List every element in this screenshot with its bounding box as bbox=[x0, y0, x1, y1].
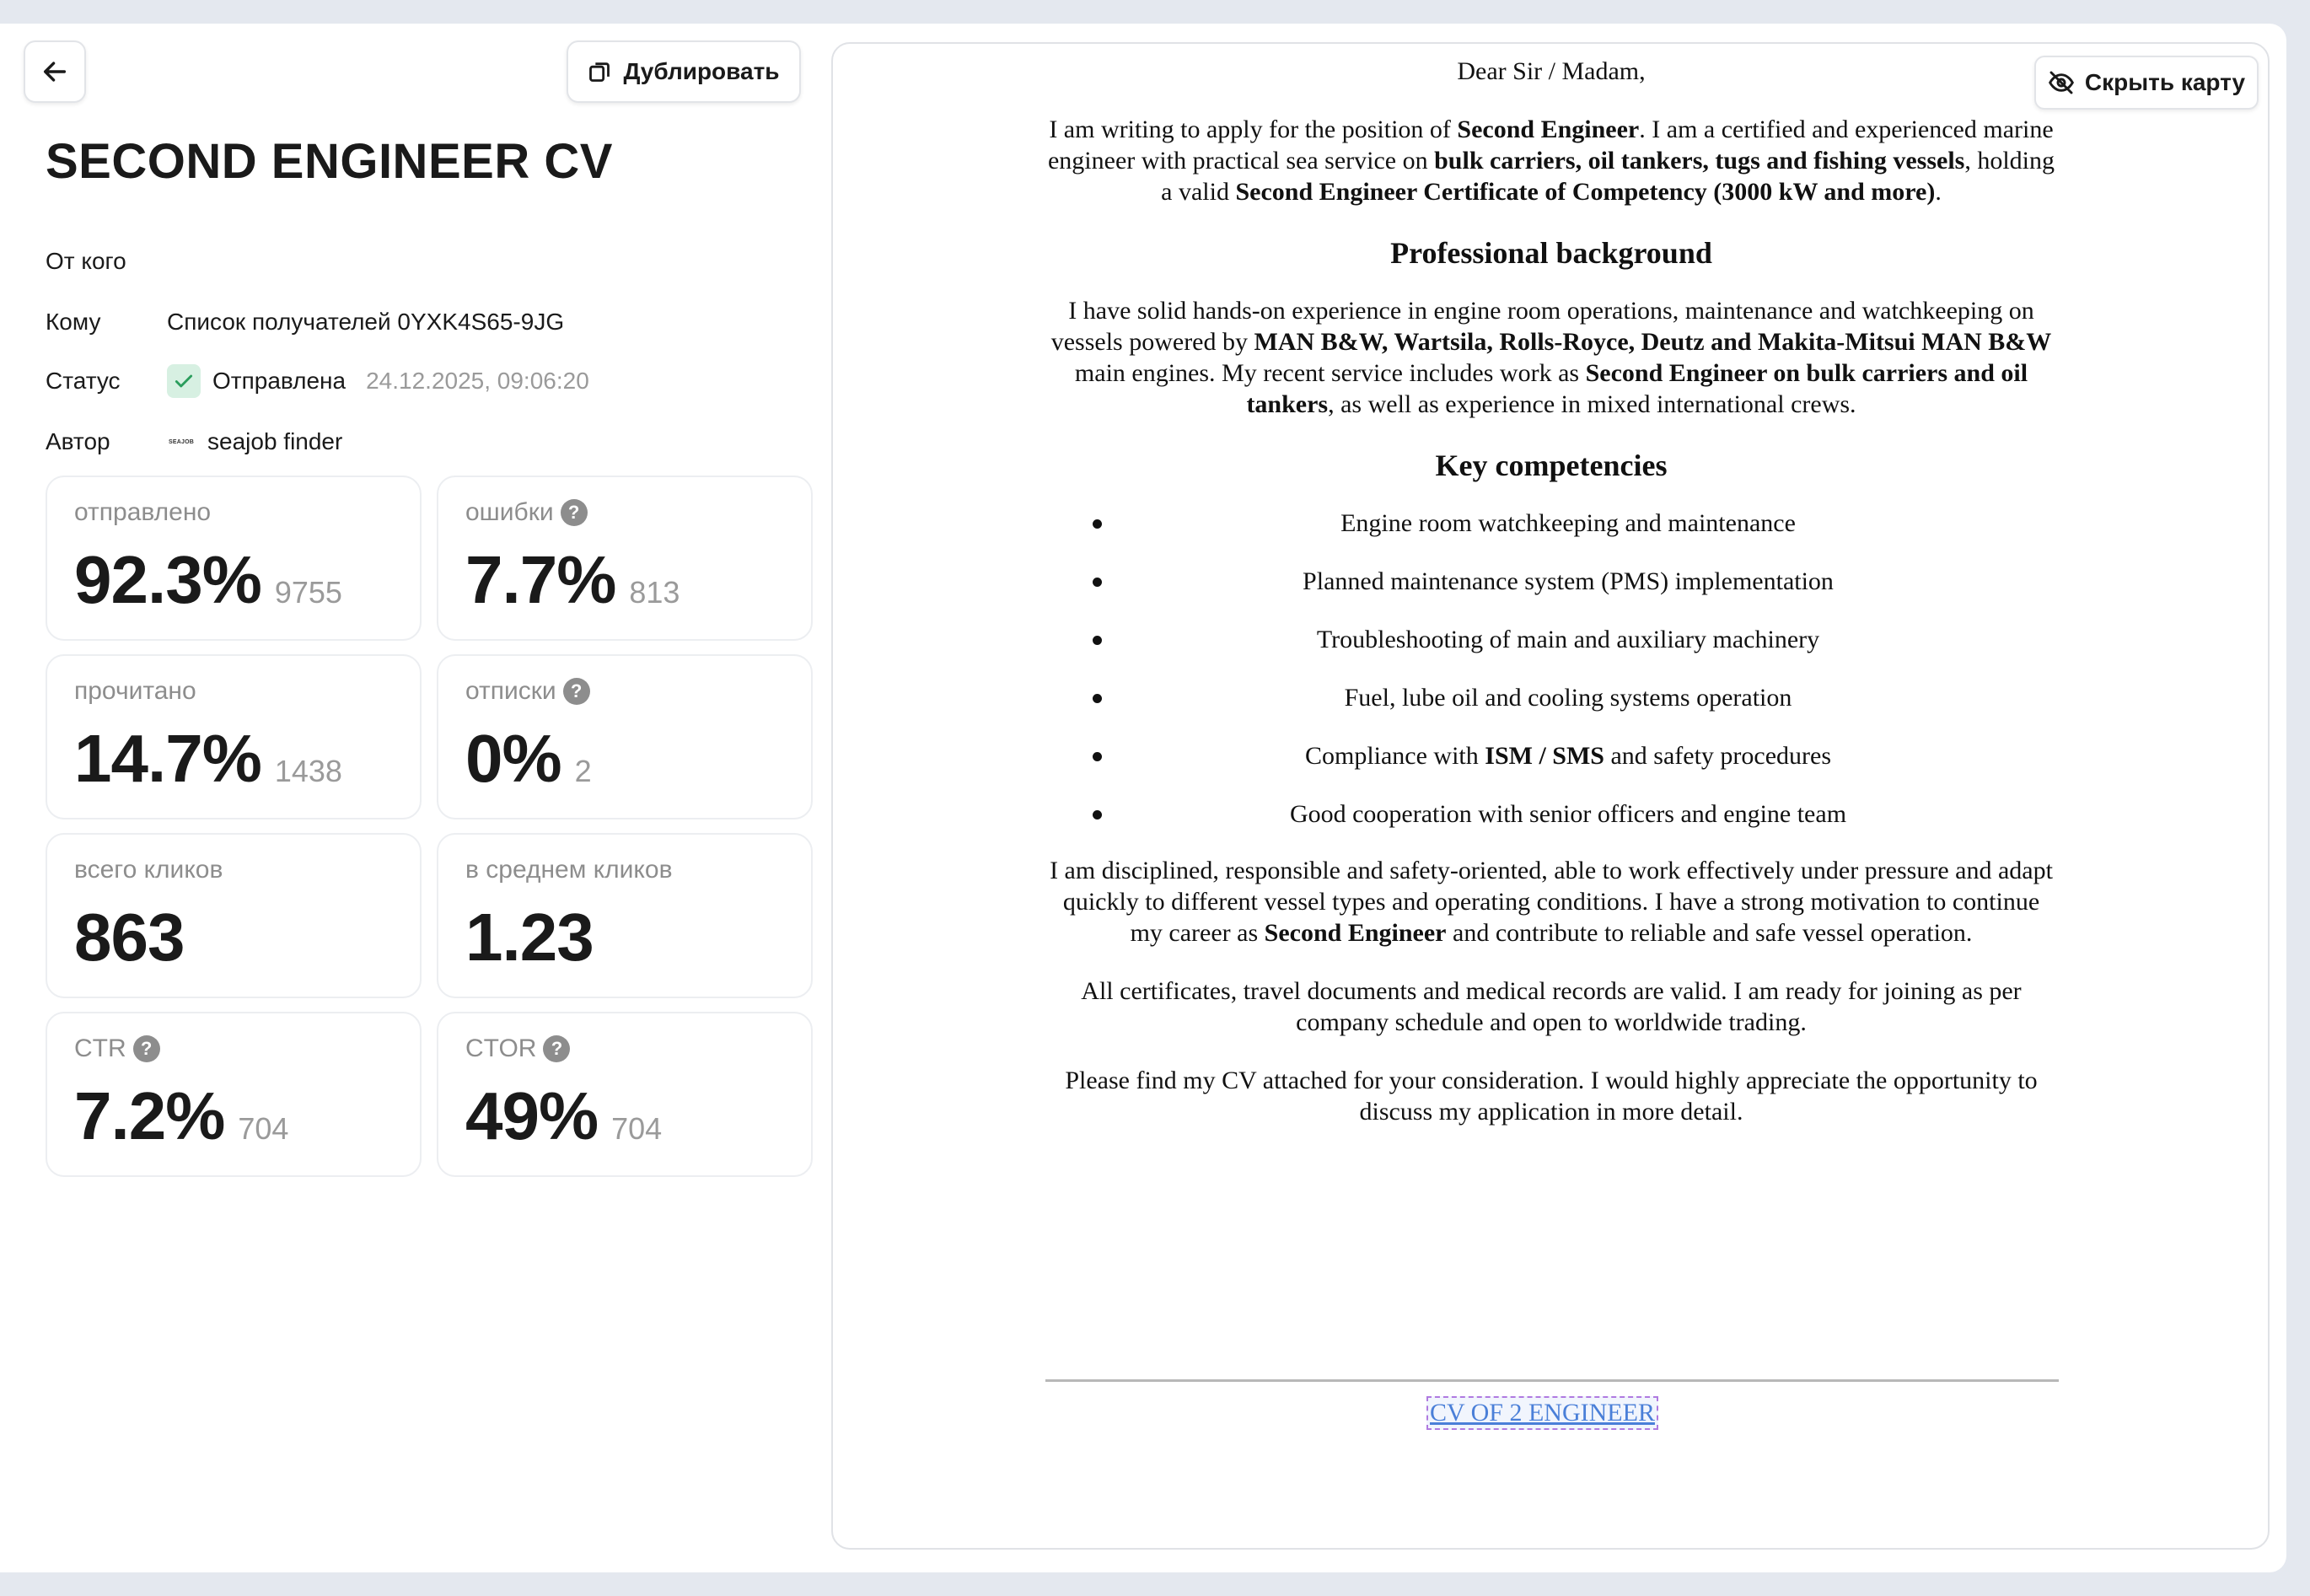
list-item: Good cooperation with senior officers and engine team bbox=[1045, 798, 2057, 830]
meta-from-row bbox=[46, 248, 167, 275]
stat-count: 2 bbox=[574, 754, 592, 788]
help-icon[interactable]: ? bbox=[561, 499, 588, 526]
list-item: Fuel, lube oil and cooling systems operation bbox=[1045, 682, 2057, 740]
divider bbox=[1045, 1379, 2059, 1382]
list-item: Planned maintenance system (PMS) implementation bbox=[1045, 566, 2057, 624]
check-icon bbox=[167, 364, 201, 398]
author-value bbox=[167, 428, 342, 455]
stat-card-total-clicks bbox=[46, 833, 422, 998]
stat-label: отписки bbox=[465, 677, 556, 705]
stat-count: 1438 bbox=[274, 754, 342, 788]
help-icon[interactable]: ? bbox=[543, 1035, 570, 1062]
stat-value: 0% bbox=[465, 721, 561, 796]
intro-paragraph: I am writing to apply for the position of Second Engineer. I am a certified and experienced marine engineer with practical sea service on bulk carriers, oil tankers, tugs and fishing vessels, holding a valid Second Engineer Certificate of Competency (3000 kW and more). bbox=[1047, 116, 2055, 206]
heading-key-competencies: Key competencies bbox=[1435, 449, 1668, 482]
closing-paragraph-2: All certificates, travel documents and medical records are valid. I am ready for joining as per company schedule and open to worldwide trading. bbox=[1081, 977, 2022, 1036]
stat-value: 14.7% bbox=[74, 721, 261, 796]
stat-card-unsubscribes bbox=[437, 654, 813, 819]
email-preview bbox=[831, 42, 2270, 1550]
stat-label: ошибки bbox=[465, 498, 554, 526]
stat-value: 49% bbox=[465, 1078, 599, 1153]
greeting: Dear Sir / Madam, bbox=[1457, 57, 1646, 85]
meta-to-value: Список получателей 0YXK4S65-9JG bbox=[167, 309, 565, 335]
stat-card-avg-clicks bbox=[437, 833, 813, 998]
back-button[interactable] bbox=[24, 40, 86, 103]
stat-value: 1.23 bbox=[465, 900, 594, 975]
app-window bbox=[0, 24, 2286, 1572]
page-title: SECOND ENGINEER CV bbox=[46, 134, 613, 189]
arrow-left-icon bbox=[40, 57, 69, 86]
stat-value: 7.2% bbox=[74, 1078, 225, 1153]
closing-paragraph-3: Please find my CV attached for your consideration. I would highly appreciate the opportunity to discuss my application in more detail. bbox=[1065, 1067, 2038, 1126]
meta-to-label: Кому bbox=[46, 309, 101, 335]
stat-label: прочитано bbox=[74, 677, 196, 705]
meta-status-label: Статус bbox=[46, 368, 121, 394]
list-item: Compliance with ISM / SMS and safety procedures bbox=[1045, 740, 2057, 798]
meta-to-row bbox=[46, 309, 564, 336]
stat-value: 92.3% bbox=[74, 542, 261, 617]
stat-label: CTOR bbox=[465, 1034, 537, 1062]
duplicate-label: Дублировать bbox=[623, 58, 780, 84]
stat-card-sent bbox=[46, 476, 422, 641]
copy-icon bbox=[588, 60, 611, 83]
stat-count: 813 bbox=[629, 575, 680, 610]
competencies-list bbox=[1045, 508, 2057, 830]
meta-author-row bbox=[46, 428, 342, 455]
heading-professional-background: Professional background bbox=[1390, 236, 1712, 270]
status-text: Отправлена bbox=[212, 368, 346, 394]
stat-label: отправлено bbox=[74, 498, 212, 526]
author-name: seajob finder bbox=[207, 428, 343, 454]
avatar: SEAJOB bbox=[169, 438, 194, 445]
stat-label: CTR bbox=[74, 1034, 126, 1062]
help-icon[interactable]: ? bbox=[133, 1035, 160, 1062]
list-item: Troubleshooting of main and auxiliary machinery bbox=[1045, 624, 2057, 682]
stat-label: в среднем кликов bbox=[465, 856, 673, 884]
list-item: Engine room watchkeeping and maintenance bbox=[1045, 508, 2057, 566]
stat-count: 9755 bbox=[274, 575, 342, 610]
status-value bbox=[167, 364, 589, 398]
meta-from-label: От кого bbox=[46, 248, 126, 274]
background-paragraph: I have solid hands-on experience in engine room operations, maintenance and watchkeeping on vessels powered by MAN B&W, Wartsila, Rolls-Royce, Deutz and Makita-Mitsui MAN B&W main engines. My recent service includes work as Second Engineer on bulk carriers and oil tankers, as well as experience in mixed international crews. bbox=[1050, 297, 2052, 418]
help-icon[interactable]: ? bbox=[563, 678, 590, 705]
stat-count: 704 bbox=[611, 1111, 663, 1146]
meta-author-label: Автор bbox=[46, 428, 110, 454]
hide-map-button[interactable] bbox=[2034, 56, 2259, 110]
stat-card-ctor bbox=[437, 1012, 813, 1177]
status-timestamp: 24.12.2025, 09:06:20 bbox=[366, 368, 589, 394]
stat-card-read bbox=[46, 654, 422, 819]
stat-value: 7.7% bbox=[465, 542, 616, 617]
stat-card-ctr bbox=[46, 1012, 422, 1177]
duplicate-button[interactable] bbox=[567, 40, 801, 103]
meta-status-row bbox=[46, 364, 589, 398]
stat-value: 863 bbox=[74, 900, 185, 975]
stat-count: 704 bbox=[238, 1111, 289, 1146]
hide-map-label: Скрыть карту bbox=[2084, 69, 2246, 95]
stat-card-errors bbox=[437, 476, 813, 641]
stat-label: всего кликов bbox=[74, 856, 223, 884]
letter-body bbox=[1045, 56, 2057, 1154]
cv-link[interactable]: CV OF 2 ENGINEER bbox=[1426, 1396, 1658, 1430]
closing-paragraph-1: I am disciplined, responsible and safety-oriented, able to work effectively under pressure and adapt quickly to different vessel types and operating conditions. I have a strong motivation to continue my career as Second Engineer and contribute to reliable and safe vessel operation. bbox=[1050, 857, 2053, 947]
